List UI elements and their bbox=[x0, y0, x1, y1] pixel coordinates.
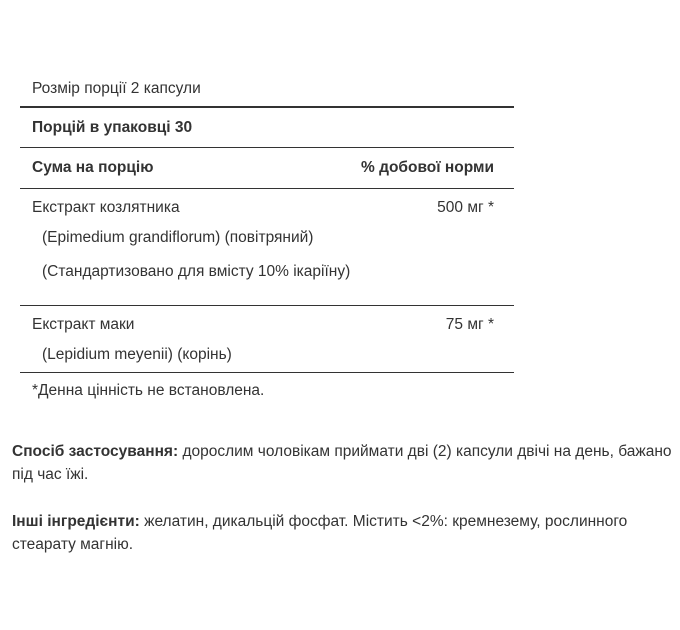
footnote: *Денна цінність не встановлена. bbox=[32, 382, 265, 399]
supplement-facts bbox=[20, 72, 514, 409]
ingredient-amount: 75 мг * bbox=[445, 316, 494, 333]
header-amount-per-serving: Сума на порцію bbox=[32, 159, 154, 176]
ingredient-detail: (Стандартизовано для вмісту 10% ікаріїну) bbox=[42, 263, 351, 280]
ingredient-name: Екстракт маки bbox=[32, 316, 135, 333]
other-ingredients-text: желатин, дикальцій фосфат. Містить <2%: кремнезему, рослинного стеарату магнію. bbox=[12, 513, 628, 553]
serving-size: Розмір порції 2 капсули bbox=[32, 80, 201, 97]
ingredient-amount: 500 мг * bbox=[437, 199, 494, 216]
header-daily-value: % добової норми bbox=[361, 159, 494, 176]
ingredient-row bbox=[20, 189, 514, 305]
servings-per-container: Порцій в упаковці 30 bbox=[32, 119, 193, 136]
ingredient-name: Екстракт козлятника bbox=[32, 199, 180, 216]
other-ingredients-label: Інші інгредієнти: bbox=[12, 513, 140, 530]
ingredient-row bbox=[20, 306, 514, 372]
usage-text: дорослим чоловікам приймати дві (2) капсули двічі на день, бажано під час їжі. bbox=[12, 443, 672, 483]
usage-paragraph bbox=[12, 440, 672, 486]
ingredient-detail: (Epimedium grandiflorum) (повітряний) bbox=[42, 229, 314, 246]
ingredient-detail: (Lepidium meyenii) (корінь) bbox=[42, 346, 232, 363]
other-ingredients-paragraph bbox=[12, 510, 672, 556]
table-header bbox=[20, 148, 514, 188]
usage-label: Спосіб застосування: bbox=[12, 443, 179, 460]
